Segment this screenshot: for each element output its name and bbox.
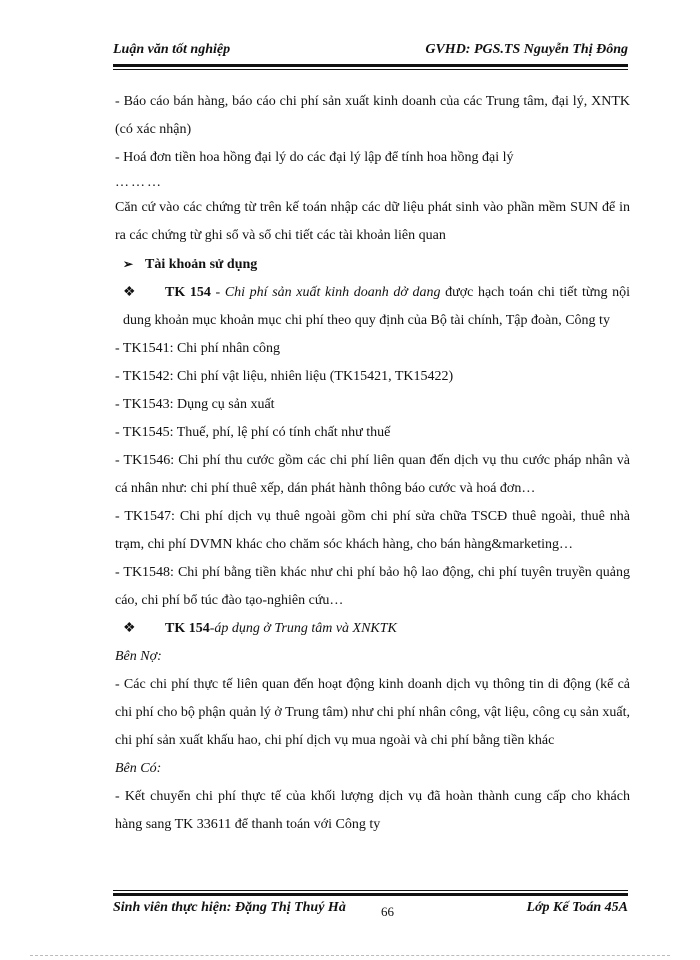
header-rule-thick	[113, 64, 628, 67]
list-item: - TK1542: Chi phí vật liệu, nhiên liệu (TK15421, TK15422)	[115, 369, 454, 384]
tk154-center-paragraph	[115, 615, 630, 643]
list-item: - TK1543: Dụng cụ sản xuất	[115, 397, 275, 412]
tk154-description: được hạch toán chi tiết từng nội dung khoản mục khoản mục chi phí theo quy định của Bộ tài chính, Tập đoàn, Công ty	[123, 285, 631, 328]
tk154-center-title: -áp dụng ở Trung tâm và XNKTK	[209, 621, 397, 636]
debit-side-text: - Các chi phí thực tế liên quan đến hoạt động kinh doanh dịch vụ thông tin di động (kể cả chi phí cho bộ phận quản lý ở Trung tâm) như chi phí nhân công, vật liệu, công cụ sản xuất, chi phí sản xuất khấu hao, chi phí dịch vụ mua ngoài và chi phí bằng tiền khác	[115, 677, 630, 748]
list-item: - TK1547: Chi phí dịch vụ thuê ngoài gồm chi phí sửa chữa TSCĐ thuê ngoài, thuê nhà trạm, chi phí DVMN khác cho chăm sóc khách hàng, cho bán hàng&marketing…	[115, 509, 630, 552]
credit-side-label: Bên Có:	[115, 761, 162, 776]
header-thesis-title: Luận văn tốt nghiệp	[113, 42, 231, 57]
paragraph-sun-software: Căn cứ vào các chứng từ trên kế toán nhập các dữ liệu phát sinh vào phần mềm SUN để in ra các chứng từ ghi sổ và sổ chi tiết các tài khoản liên quan	[115, 200, 630, 243]
list-item: - TK1548: Chi phí bằng tiền khác như chi phí bảo hộ lao động, chi phí tuyên truyền quảng cáo, chi phí bổ túc đào tạo-nghiên cứu…	[115, 565, 630, 608]
tk154-title: Chi phí sản xuất kinh doanh dở dang	[224, 285, 441, 300]
footer-class: Lớp Kế Toán 45A	[526, 900, 628, 915]
footer-rule-thin	[113, 890, 628, 891]
page-footer	[113, 900, 628, 922]
debit-side-label: Bên Nợ:	[115, 649, 162, 664]
list-item: - TK1545: Thuế, phí, lệ phí có tính chất như thuế	[115, 425, 391, 440]
page-header	[113, 42, 628, 62]
page-content	[115, 88, 630, 839]
section-heading	[115, 250, 630, 279]
paragraph-reports: - Báo cáo bán hàng, báo cáo chi phí sản xuất kinh doanh của các Trung tâm, đại lý, XNTK (có xác nhận)	[115, 94, 630, 137]
section-title: Tài khoản sử dụng	[145, 257, 258, 272]
diamond-bullet-icon: ❖	[123, 621, 136, 636]
page-bottom-edge	[30, 955, 670, 956]
tk154-separator: -	[210, 285, 225, 300]
header-rule-thin	[113, 69, 628, 70]
list-item: - TK1546: Chi phí thu cước gồm các chi phí liên quan đến dịch vụ thu cước pháp nhân và cá nhân như: chi phí thuê xếp, dán phát hành thông báo cước và hoá đơn…	[115, 453, 630, 496]
list-item: - TK1541: Chi phí nhân công	[115, 341, 281, 356]
footer-student: Sinh viên thực hiện: Đặng Thị Thuý Hà	[113, 900, 346, 915]
tk154-paragraph	[115, 279, 630, 335]
tk154-label: TK 154	[165, 285, 211, 300]
header-advisor: GVHD: PGS.TS Nguyễn Thị Đông	[425, 42, 628, 57]
credit-side-text: - Kết chuyển chi phí thực tế của khối lượng dịch vụ đã hoàn thành cung cấp cho khách hàng sang TK 33611 để thanh toán với Công ty	[115, 789, 630, 832]
page-number: 66	[381, 904, 394, 919]
footer-rule-thick	[113, 893, 628, 896]
tk154-center-label: TK 154	[165, 621, 210, 636]
arrow-bullet-icon: ➢	[123, 257, 134, 271]
ellipsis-line: ………	[115, 175, 163, 190]
diamond-bullet-icon: ❖	[123, 285, 136, 300]
paragraph-invoice: - Hoá đơn tiền hoa hồng đại lý do các đại lý lập để tính hoa hồng đại lý	[115, 150, 514, 165]
